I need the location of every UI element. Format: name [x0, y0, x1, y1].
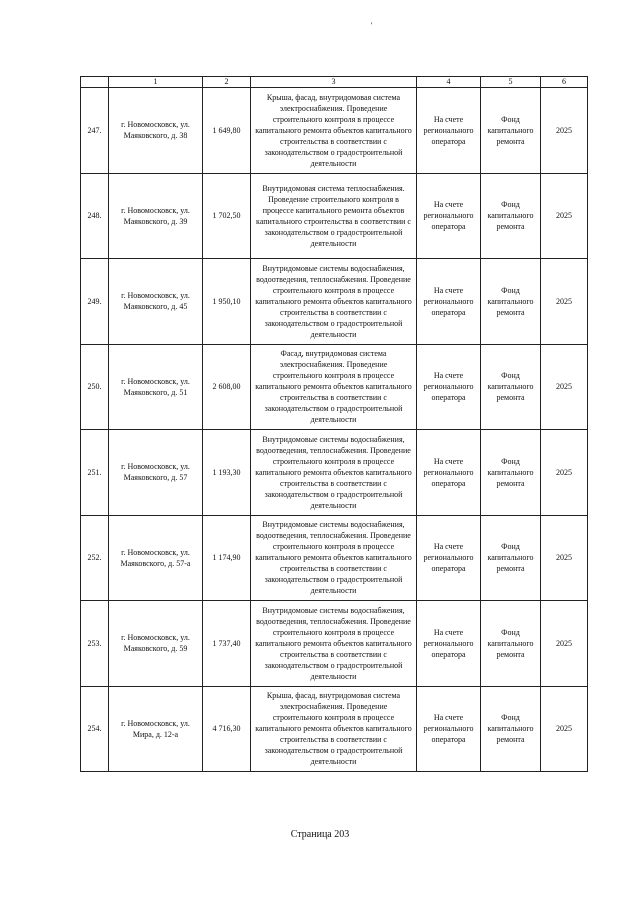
- row-number: 250.: [81, 344, 109, 430]
- row-year: 2025: [541, 88, 588, 174]
- col-header-address: 1: [109, 77, 203, 88]
- row-source: Фонд капитального ремонта: [481, 686, 541, 772]
- row-area: 1 174,90: [203, 515, 251, 601]
- row-method: На счете регионального оператора: [417, 686, 481, 772]
- table-row: [81, 344, 588, 430]
- page-number: Страница 203: [290, 829, 350, 840]
- row-area: 1 737,40: [203, 601, 251, 687]
- table-row: [81, 515, 588, 601]
- table-row: [81, 173, 588, 259]
- row-works: Внутридомовые системы водоснабжения, водоотведения, теплоснабжения. Проведение строительного контроля в процессе капитального ремонта объектов капитального строительства в соответствии с законодательством о градостроительной деятельности: [251, 601, 417, 687]
- row-number: 253.: [81, 601, 109, 687]
- row-address: г. Новомосковск, ул. Маяковского, д. 59: [109, 601, 203, 687]
- row-area: 1 950,10: [203, 259, 251, 345]
- table-row: [81, 88, 588, 174]
- row-area: 4 716,30: [203, 686, 251, 772]
- row-year: 2025: [541, 430, 588, 516]
- row-number: 254.: [81, 686, 109, 772]
- table-row: [81, 259, 588, 345]
- row-works: Внутридомовые системы водоснабжения, водоотведения, теплоснабжения. Проведение строительного контроля в процессе капитального ремонта объектов капитального строительства в соответствии с законодательством о градостроительной деятельности: [251, 515, 417, 601]
- row-number: 251.: [81, 430, 109, 516]
- row-number: 249.: [81, 259, 109, 345]
- row-method: На счете регионального оператора: [417, 515, 481, 601]
- row-year: 2025: [541, 173, 588, 259]
- col-header-works: 3: [251, 77, 417, 88]
- col-header-num: [81, 77, 109, 88]
- row-year: 2025: [541, 259, 588, 345]
- capital-repair-table: [80, 76, 588, 772]
- row-works: Фасад, внутридомовая система электроснабжения. Проведение строительного контроля в процессе капитального ремонта объектов капитального строительства в соответствии с законодательством о градостроительной деятельности: [251, 344, 417, 430]
- table-row: [81, 686, 588, 772]
- row-address: г. Новомосковск, ул. Маяковского, д. 57-а: [109, 515, 203, 601]
- row-method: На счете регионального оператора: [417, 173, 481, 259]
- row-address: г. Новомосковск, ул. Мира, д. 12-а: [109, 686, 203, 772]
- table-row: [81, 601, 588, 687]
- row-year: 2025: [541, 344, 588, 430]
- col-header-source: 5: [481, 77, 541, 88]
- row-number: 248.: [81, 173, 109, 259]
- row-number: 252.: [81, 515, 109, 601]
- row-source: Фонд капитального ремонта: [481, 259, 541, 345]
- col-header-area: 2: [203, 77, 251, 88]
- row-address: г. Новомосковск, ул. Маяковского, д. 45: [109, 259, 203, 345]
- row-source: Фонд капитального ремонта: [481, 173, 541, 259]
- scan-mark: ': [371, 21, 373, 30]
- row-address: г. Новомосковск, ул. Маяковского, д. 51: [109, 344, 203, 430]
- row-address: г. Новомосковск, ул. Маяковского, д. 39: [109, 173, 203, 259]
- row-source: Фонд капитального ремонта: [481, 344, 541, 430]
- row-year: 2025: [541, 686, 588, 772]
- table-row: [81, 430, 588, 516]
- row-source: Фонд капитального ремонта: [481, 430, 541, 516]
- row-source: Фонд капитального ремонта: [481, 515, 541, 601]
- row-address: г. Новомосковск, ул. Маяковского, д. 38: [109, 88, 203, 174]
- row-method: На счете регионального оператора: [417, 601, 481, 687]
- row-works: Крыша, фасад, внутридомовая система электроснабжения. Проведение строительного контроля в процессе капитального ремонта объектов капитального строительства в соответствии с законодательством о градостроительной деятельности: [251, 88, 417, 174]
- column-number-row: [81, 77, 588, 88]
- row-works: Внутридомовые системы водоснабжения, водоотведения, теплоснабжения. Проведение строительного контроля в процессе капитального ремонта объектов капитального строительства в соответствии с законодательством о градостроительной деятельности: [251, 259, 417, 345]
- col-header-year: 6: [541, 77, 588, 88]
- row-method: На счете регионального оператора: [417, 88, 481, 174]
- row-year: 2025: [541, 601, 588, 687]
- row-method: На счете регионального оператора: [417, 430, 481, 516]
- row-address: г. Новомосковск, ул. Маяковского, д. 57: [109, 430, 203, 516]
- row-method: На счете регионального оператора: [417, 259, 481, 345]
- row-works: Внутридомовая система теплоснабжения. Проведение строительного контроля в процессе капитального ремонта объектов капитального строительства в соответствии с законодательством о градостроительной деятельности: [251, 173, 417, 259]
- row-area: 1 702,50: [203, 173, 251, 259]
- row-area: 1 649,80: [203, 88, 251, 174]
- row-source: Фонд капитального ремонта: [481, 601, 541, 687]
- row-method: На счете регионального оператора: [417, 344, 481, 430]
- row-works: Крыша, фасад, внутридомовая система электроснабжения. Проведение строительного контроля в процессе капитального ремонта объектов капитального строительства в соответствии с законодательством о градостроительной деятельности: [251, 686, 417, 772]
- row-year: 2025: [541, 515, 588, 601]
- row-area: 1 193,30: [203, 430, 251, 516]
- col-header-method: 4: [417, 77, 481, 88]
- row-area: 2 608,00: [203, 344, 251, 430]
- row-number: 247.: [81, 88, 109, 174]
- row-works: Внутридомовые системы водоснабжения, водоотведения, теплоснабжения. Проведение строительного контроля в процессе капитального ремонта объектов капитального строительства в соответствии с законодательством о градостроительной деятельности: [251, 430, 417, 516]
- row-source: Фонд капитального ремонта: [481, 88, 541, 174]
